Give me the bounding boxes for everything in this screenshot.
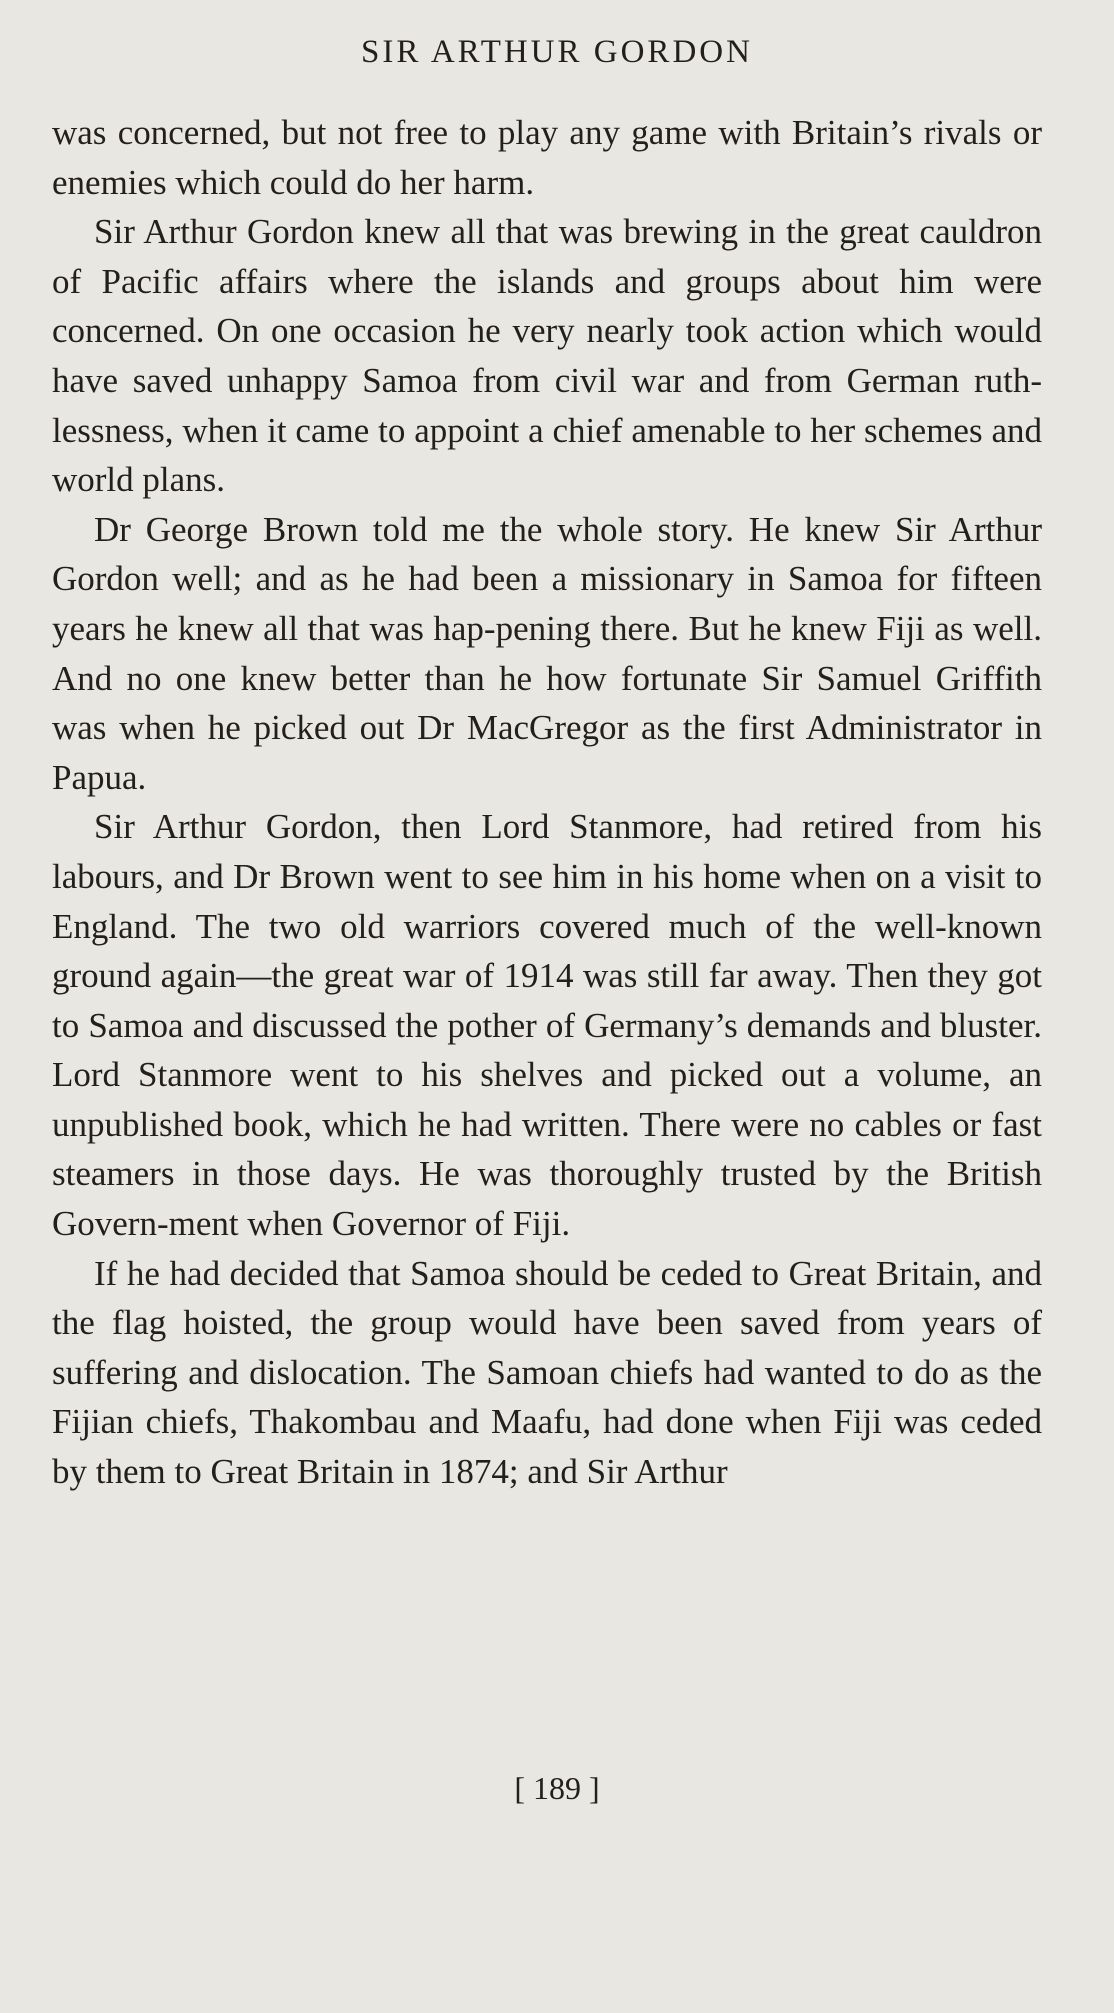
- paragraph-4: Sir Arthur Gordon, then Lord Stanmore, had retired from his labours, and Dr Brown went to see him in his home when on a visit to England. The two old warriors covered much of the well-known ground again—the great war of 1914 was still far away. Then they got to Samoa and discussed the pother of Germany’s demands and bluster. Lord Stanmore went to his shelves and picked out a volume, an unpublished book, which he had written. There were no cables or fast steamers in those days. He was thoroughly trusted by the British Govern-ment when Governor of Fiji.: [52, 807, 1042, 1244]
- body-text: [52, 108, 1042, 1497]
- page-number: [ 189 ]: [514, 1770, 600, 1806]
- paragraph-5: If he had decided that Samoa should be ceded to Great Britain, and the flag hoisted, the group would have been saved from years of suffering and dislocation. The Samoan chiefs had wanted to do as the Fijian chiefs, Thakombau and Maafu, had done when Fiji was ceded by them to Great Britain in 1874; and Sir Arthur: [52, 1253, 1042, 1492]
- paragraph-3: Dr George Brown told me the whole story. He knew Sir Arthur Gordon well; and as he had been a missionary in Samoa for fifteen years he knew all that was hap-pening there. But he knew Fiji as well. And no one knew better than he how fortunate Sir Samuel Griffith was when he picked out Dr MacGregor as the first Administrator in Papua.: [52, 509, 1042, 797]
- running-head: SIR ARTHUR GORDON: [361, 34, 753, 70]
- paragraph-1: was concerned, but not free to play any game with Britain’s rivals or enemies which could do her harm.: [52, 113, 1042, 202]
- paragraph-2: Sir Arthur Gordon knew all that was brewing in the great cauldron of Pacific affairs where the islands and groups about him were concerned. On one occasion he very nearly took action which would have saved unhappy Samoa from civil war and from German ruth-lessness, when it came to appoint a chief amenable to her schemes and world plans.: [52, 212, 1042, 500]
